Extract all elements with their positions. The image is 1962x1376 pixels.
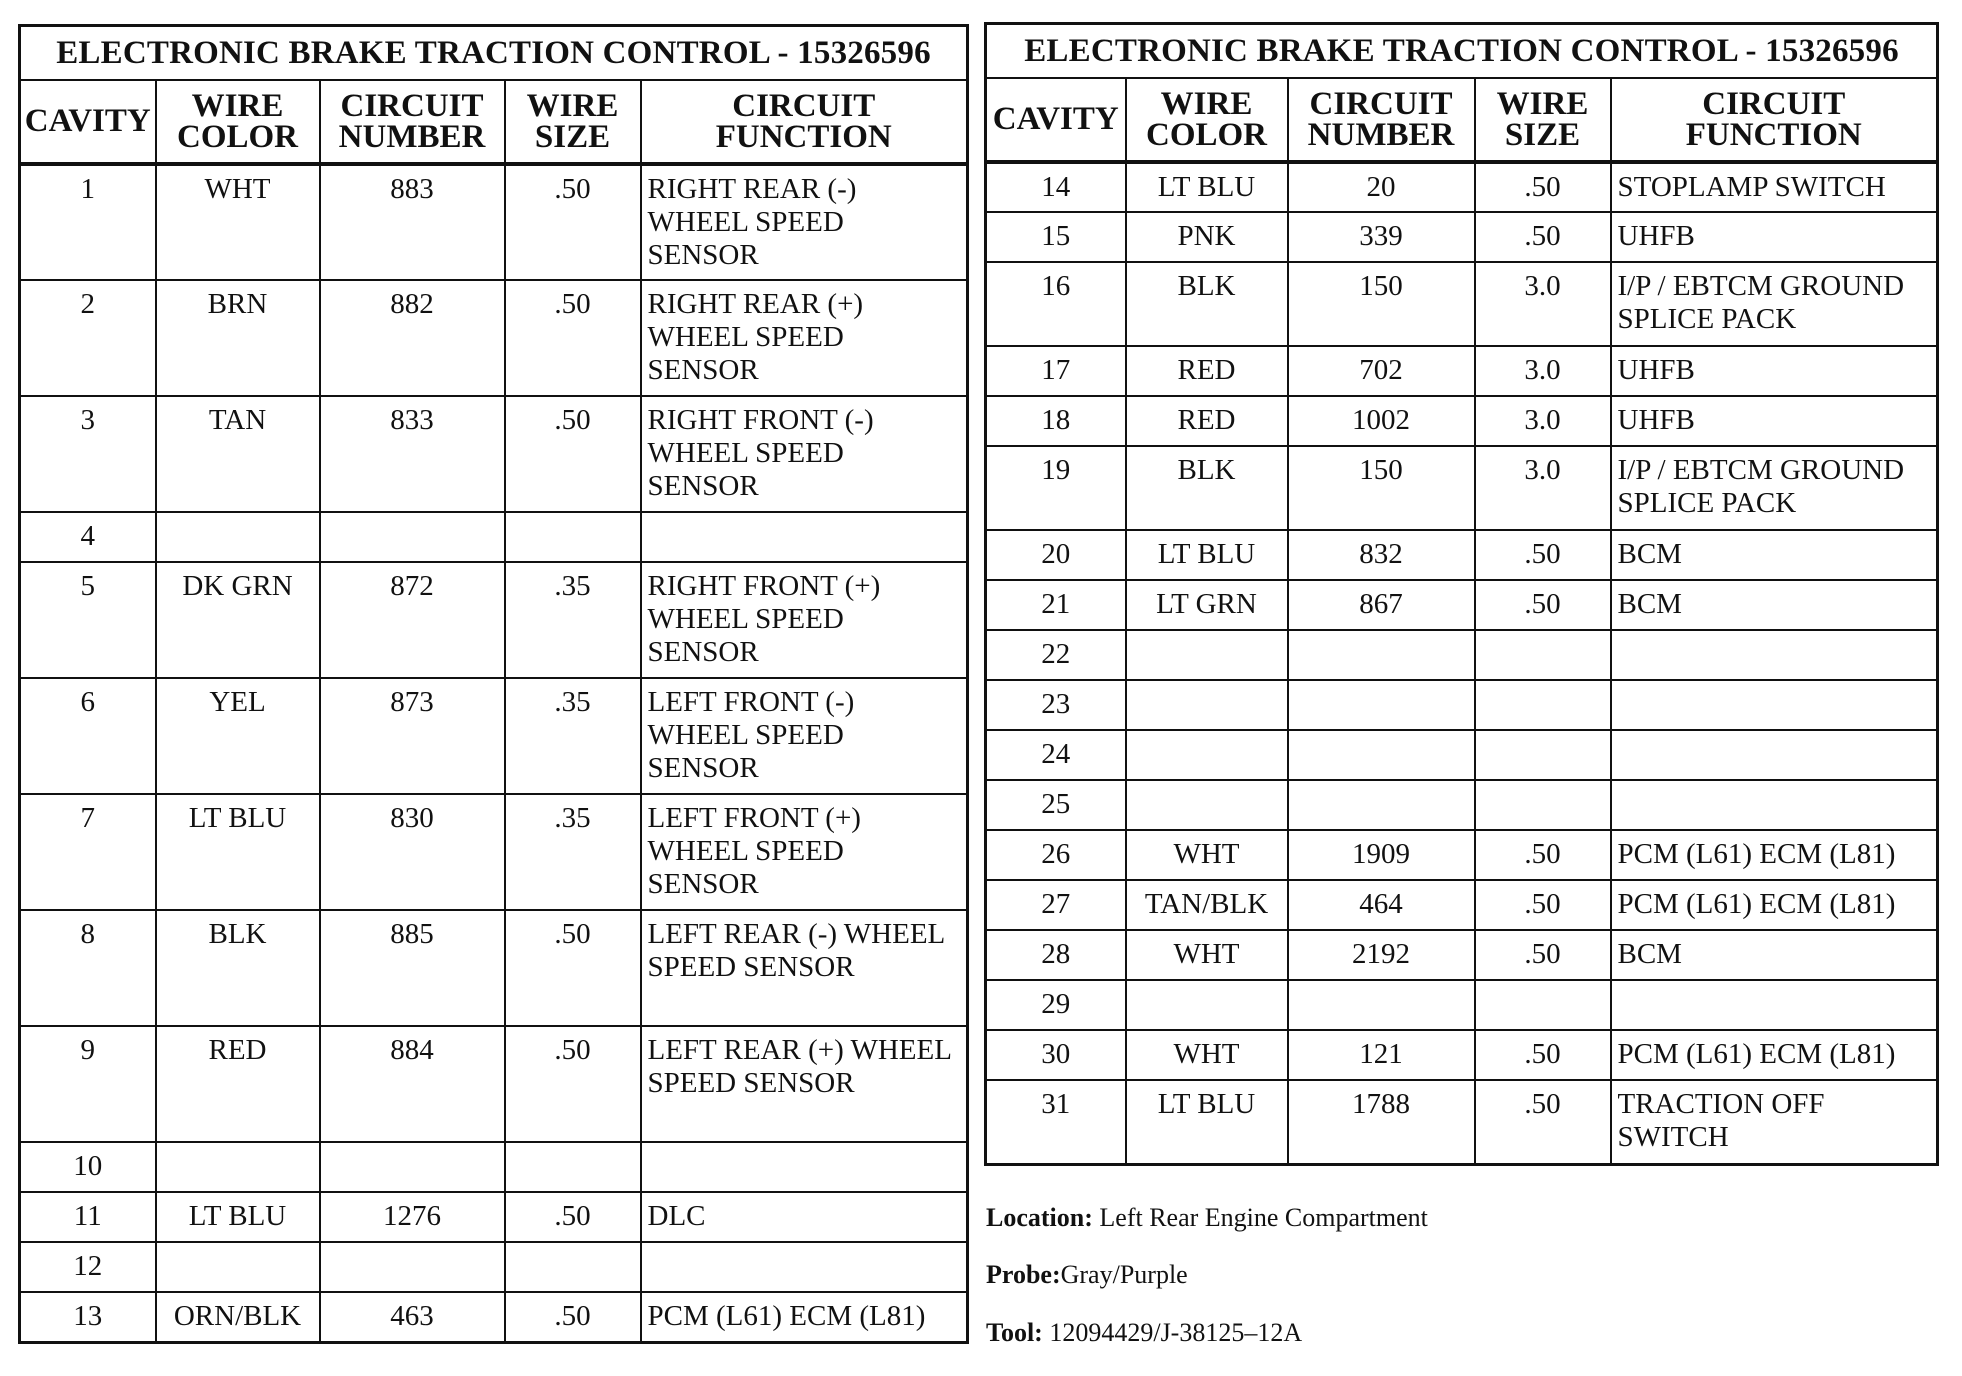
tool-label: Tool: — [986, 1318, 1043, 1347]
cell-wire-size: .50 — [1475, 830, 1611, 880]
cell-circuit-number — [320, 1242, 505, 1292]
cell-circuit-function: LEFT FRONT (+) WHEEL SPEED SENSOR — [641, 794, 968, 910]
cell-wire-color: LT BLU — [156, 1192, 320, 1242]
cell-circuit-function: BCM — [1611, 580, 1938, 630]
cell-circuit-number: 2192 — [1288, 930, 1475, 980]
table-row — [20, 1192, 968, 1242]
table-row — [986, 262, 1938, 346]
cell-wire-size — [1475, 630, 1611, 680]
cell-circuit-number: 1788 — [1288, 1080, 1475, 1164]
cell-wire-color — [1126, 980, 1288, 1030]
table-row — [986, 530, 1938, 580]
header-wire-color: WIRE COLOR — [156, 80, 320, 164]
cell-cavity: 1 — [20, 164, 156, 280]
cell-wire-size: .50 — [1475, 530, 1611, 580]
cell-cavity: 30 — [986, 1030, 1126, 1080]
table-row — [986, 346, 1938, 396]
cell-wire-color: LT BLU — [1126, 530, 1288, 580]
cell-cavity: 4 — [20, 512, 156, 562]
cell-cavity: 2 — [20, 280, 156, 396]
table-row — [986, 1030, 1938, 1080]
cell-circuit-function: PCM (L61) ECM (L81) — [1611, 1030, 1938, 1080]
cell-cavity: 6 — [20, 678, 156, 794]
cell-cavity: 15 — [986, 212, 1126, 262]
cell-wire-size — [1475, 730, 1611, 780]
cell-wire-size: .50 — [505, 164, 641, 280]
cell-circuit-number: 1276 — [320, 1192, 505, 1242]
cell-wire-color — [1126, 780, 1288, 830]
cell-wire-color: RED — [1126, 396, 1288, 446]
header-wire-size: WIRE SIZE — [1475, 78, 1611, 162]
table-row — [20, 1026, 968, 1142]
cell-wire-color: ORN/BLK — [156, 1292, 320, 1342]
table-row — [986, 980, 1938, 1030]
cell-circuit-number: 121 — [1288, 1030, 1475, 1080]
cell-wire-color — [156, 512, 320, 562]
location-value: Left Rear Engine Compartment — [1099, 1203, 1428, 1232]
cell-wire-size: .50 — [1475, 930, 1611, 980]
header-wire-color: WIRE COLOR — [1126, 78, 1288, 162]
cell-cavity: 19 — [986, 446, 1126, 530]
cell-circuit-function: RIGHT FRONT (+) WHEEL SPEED SENSOR — [641, 562, 968, 678]
table-row — [986, 580, 1938, 630]
cell-circuit-function — [1611, 630, 1938, 680]
cell-wire-color: BRN — [156, 280, 320, 396]
table-row — [986, 730, 1938, 780]
cell-wire-size: .50 — [505, 396, 641, 512]
cell-circuit-function: LEFT REAR (+) WHEEL SPEED SENSOR — [641, 1026, 968, 1142]
cell-cavity: 5 — [20, 562, 156, 678]
cell-circuit-number — [320, 512, 505, 562]
cell-circuit-number: 873 — [320, 678, 505, 794]
cell-wire-size: .50 — [505, 1192, 641, 1242]
cell-cavity: 17 — [986, 346, 1126, 396]
cell-circuit-number — [1288, 780, 1475, 830]
cell-wire-size: .50 — [505, 280, 641, 396]
cell-wire-size: .50 — [1475, 1030, 1611, 1080]
header-cavity: CAVITY — [20, 80, 156, 164]
location-note — [986, 1203, 1428, 1233]
cell-wire-color: BLK — [1126, 262, 1288, 346]
cell-wire-size — [1475, 980, 1611, 1030]
cell-cavity: 18 — [986, 396, 1126, 446]
table-row — [986, 930, 1938, 980]
table-row — [986, 680, 1938, 730]
cell-circuit-number: 150 — [1288, 446, 1475, 530]
table-row — [20, 164, 968, 280]
cell-circuit-number — [320, 1142, 505, 1192]
cell-wire-size: 3.0 — [1475, 396, 1611, 446]
table-row — [986, 630, 1938, 680]
cell-wire-color — [156, 1242, 320, 1292]
cell-wire-size — [1475, 680, 1611, 730]
cell-circuit-function — [641, 1142, 968, 1192]
cell-cavity: 8 — [20, 910, 156, 1026]
cell-cavity: 9 — [20, 1026, 156, 1142]
cell-cavity: 29 — [986, 980, 1126, 1030]
cell-cavity: 3 — [20, 396, 156, 512]
cell-wire-color: YEL — [156, 678, 320, 794]
cell-wire-color: WHT — [1126, 1030, 1288, 1080]
cell-circuit-number: 1002 — [1288, 396, 1475, 446]
cell-wire-size: .50 — [1475, 162, 1611, 212]
cell-wire-size — [505, 1242, 641, 1292]
cell-wire-size: .50 — [505, 910, 641, 1026]
table-title: ELECTRONIC BRAKE TRACTION CONTROL - 15326596 — [986, 24, 1938, 79]
cell-circuit-function — [1611, 780, 1938, 830]
cell-cavity: 26 — [986, 830, 1126, 880]
cell-wire-color: PNK — [1126, 212, 1288, 262]
header-wire-size: WIRE SIZE — [505, 80, 641, 164]
table-row — [986, 780, 1938, 830]
cell-wire-size — [1475, 780, 1611, 830]
cell-circuit-function: TRACTION OFF SWITCH — [1611, 1080, 1938, 1164]
cell-circuit-function: RIGHT FRONT (-) WHEEL SPEED SENSOR — [641, 396, 968, 512]
cell-circuit-number: 830 — [320, 794, 505, 910]
cell-circuit-function: DLC — [641, 1192, 968, 1242]
cell-circuit-number: 885 — [320, 910, 505, 1026]
cell-circuit-number: 883 — [320, 164, 505, 280]
cell-circuit-number: 872 — [320, 562, 505, 678]
cell-wire-color: BLK — [1126, 446, 1288, 530]
cell-wire-size — [505, 1142, 641, 1192]
connector-table-left — [18, 24, 969, 1344]
cell-circuit-number: 150 — [1288, 262, 1475, 346]
cell-circuit-function: PCM (L61) ECM (L81) — [1611, 830, 1938, 880]
cell-wire-size: .50 — [1475, 580, 1611, 630]
table-row — [986, 396, 1938, 446]
table-row — [20, 396, 968, 512]
cell-wire-color: DK GRN — [156, 562, 320, 678]
cell-circuit-function — [1611, 730, 1938, 780]
cell-circuit-function: I/P / EBTCM GROUND SPLICE PACK — [1611, 262, 1938, 346]
table-row — [20, 1242, 968, 1292]
cell-circuit-function — [641, 1242, 968, 1292]
cell-circuit-function — [1611, 680, 1938, 730]
tool-value: 12094429/J-38125–12A — [1049, 1318, 1303, 1347]
cell-circuit-number: 867 — [1288, 580, 1475, 630]
cell-circuit-number: 833 — [320, 396, 505, 512]
cell-cavity: 12 — [20, 1242, 156, 1292]
cell-circuit-function: RIGHT REAR (+) WHEEL SPEED SENSOR — [641, 280, 968, 396]
cell-wire-size: 3.0 — [1475, 262, 1611, 346]
cell-circuit-function: LEFT FRONT (-) WHEEL SPEED SENSOR — [641, 678, 968, 794]
cell-wire-size: .50 — [1475, 212, 1611, 262]
cell-circuit-number: 884 — [320, 1026, 505, 1142]
table-row — [20, 910, 968, 1026]
location-label: Location: — [986, 1203, 1093, 1232]
cell-circuit-number — [1288, 730, 1475, 780]
cell-circuit-function: BCM — [1611, 530, 1938, 580]
header-cavity: CAVITY — [986, 78, 1126, 162]
cell-circuit-function: BCM — [1611, 930, 1938, 980]
cell-cavity: 27 — [986, 880, 1126, 930]
header-circuit-function: CIRCUIT FUNCTION — [1611, 78, 1938, 162]
cell-wire-size: .35 — [505, 678, 641, 794]
table-row — [986, 830, 1938, 880]
probe-note — [986, 1260, 1188, 1290]
cell-circuit-function — [641, 512, 968, 562]
cell-circuit-function: RIGHT REAR (-) WHEEL SPEED SENSOR — [641, 164, 968, 280]
cell-circuit-number: 832 — [1288, 530, 1475, 580]
cell-wire-color: RED — [1126, 346, 1288, 396]
cell-wire-color: LT BLU — [156, 794, 320, 910]
cell-cavity: 25 — [986, 780, 1126, 830]
table-row — [986, 446, 1938, 530]
cell-cavity: 11 — [20, 1192, 156, 1242]
cell-circuit-function: UHFB — [1611, 346, 1938, 396]
cell-wire-color: WHT — [1126, 830, 1288, 880]
cell-wire-color: WHT — [156, 164, 320, 280]
cell-circuit-number — [1288, 680, 1475, 730]
cell-wire-color: RED — [156, 1026, 320, 1142]
cell-wire-size: .35 — [505, 562, 641, 678]
cell-cavity: 10 — [20, 1142, 156, 1192]
probe-value: Gray/Purple — [1060, 1260, 1188, 1289]
cell-wire-color: WHT — [1126, 930, 1288, 980]
cell-circuit-function — [1611, 980, 1938, 1030]
cell-circuit-number: 463 — [320, 1292, 505, 1342]
table-row — [20, 280, 968, 396]
table-row — [986, 1080, 1938, 1164]
cell-cavity: 20 — [986, 530, 1126, 580]
cell-cavity: 16 — [986, 262, 1126, 346]
table-row — [986, 212, 1938, 262]
cell-wire-color — [156, 1142, 320, 1192]
header-circuit-number: CIRCUIT NUMBER — [1288, 78, 1475, 162]
cell-circuit-function: I/P / EBTCM GROUND SPLICE PACK — [1611, 446, 1938, 530]
cell-circuit-number: 464 — [1288, 880, 1475, 930]
cell-circuit-function: LEFT REAR (-) WHEEL SPEED SENSOR — [641, 910, 968, 1026]
cell-circuit-number — [1288, 980, 1475, 1030]
cell-circuit-function: PCM (L61) ECM (L81) — [1611, 880, 1938, 930]
cell-wire-size: 3.0 — [1475, 346, 1611, 396]
cell-wire-size: .50 — [505, 1292, 641, 1342]
cell-cavity: 24 — [986, 730, 1126, 780]
cell-wire-size: .35 — [505, 794, 641, 910]
table-row — [20, 562, 968, 678]
cell-wire-color — [1126, 630, 1288, 680]
cell-wire-size — [505, 512, 641, 562]
table-row — [20, 678, 968, 794]
cell-cavity: 13 — [20, 1292, 156, 1342]
table-row — [986, 162, 1938, 212]
cell-wire-size: 3.0 — [1475, 446, 1611, 530]
table-row — [986, 880, 1938, 930]
table-row — [20, 512, 968, 562]
cell-cavity: 28 — [986, 930, 1126, 980]
cell-cavity: 23 — [986, 680, 1126, 730]
cell-cavity: 14 — [986, 162, 1126, 212]
cell-circuit-function: PCM (L61) ECM (L81) — [641, 1292, 968, 1342]
cell-wire-size: .50 — [1475, 1080, 1611, 1164]
probe-label: Probe: — [986, 1260, 1061, 1289]
cell-cavity: 7 — [20, 794, 156, 910]
cell-circuit-function: UHFB — [1611, 212, 1938, 262]
table-row — [20, 794, 968, 910]
tool-note — [986, 1318, 1302, 1348]
cell-circuit-number: 339 — [1288, 212, 1475, 262]
connector-table-right — [984, 22, 1939, 1166]
cell-circuit-number: 702 — [1288, 346, 1475, 396]
cell-circuit-function: STOPLAMP SWITCH — [1611, 162, 1938, 212]
cell-cavity: 22 — [986, 630, 1126, 680]
cell-circuit-number: 882 — [320, 280, 505, 396]
cell-cavity: 31 — [986, 1080, 1126, 1164]
cell-cavity: 21 — [986, 580, 1126, 630]
table-row — [20, 1292, 968, 1342]
cell-wire-color — [1126, 730, 1288, 780]
cell-wire-color — [1126, 680, 1288, 730]
cell-wire-size: .50 — [1475, 880, 1611, 930]
table-row — [20, 1142, 968, 1192]
header-circuit-number: CIRCUIT NUMBER — [320, 80, 505, 164]
cell-circuit-number: 20 — [1288, 162, 1475, 212]
cell-wire-color: BLK — [156, 910, 320, 1026]
table-title: ELECTRONIC BRAKE TRACTION CONTROL - 15326596 — [20, 26, 968, 81]
cell-wire-color: LT GRN — [1126, 580, 1288, 630]
cell-circuit-function: UHFB — [1611, 396, 1938, 446]
cell-wire-color: LT BLU — [1126, 162, 1288, 212]
cell-wire-size: .50 — [505, 1026, 641, 1142]
cell-wire-color: TAN/BLK — [1126, 880, 1288, 930]
cell-circuit-number — [1288, 630, 1475, 680]
cell-wire-color: TAN — [156, 396, 320, 512]
cell-wire-color: LT BLU — [1126, 1080, 1288, 1164]
cell-circuit-number: 1909 — [1288, 830, 1475, 880]
header-circuit-function: CIRCUIT FUNCTION — [641, 80, 968, 164]
